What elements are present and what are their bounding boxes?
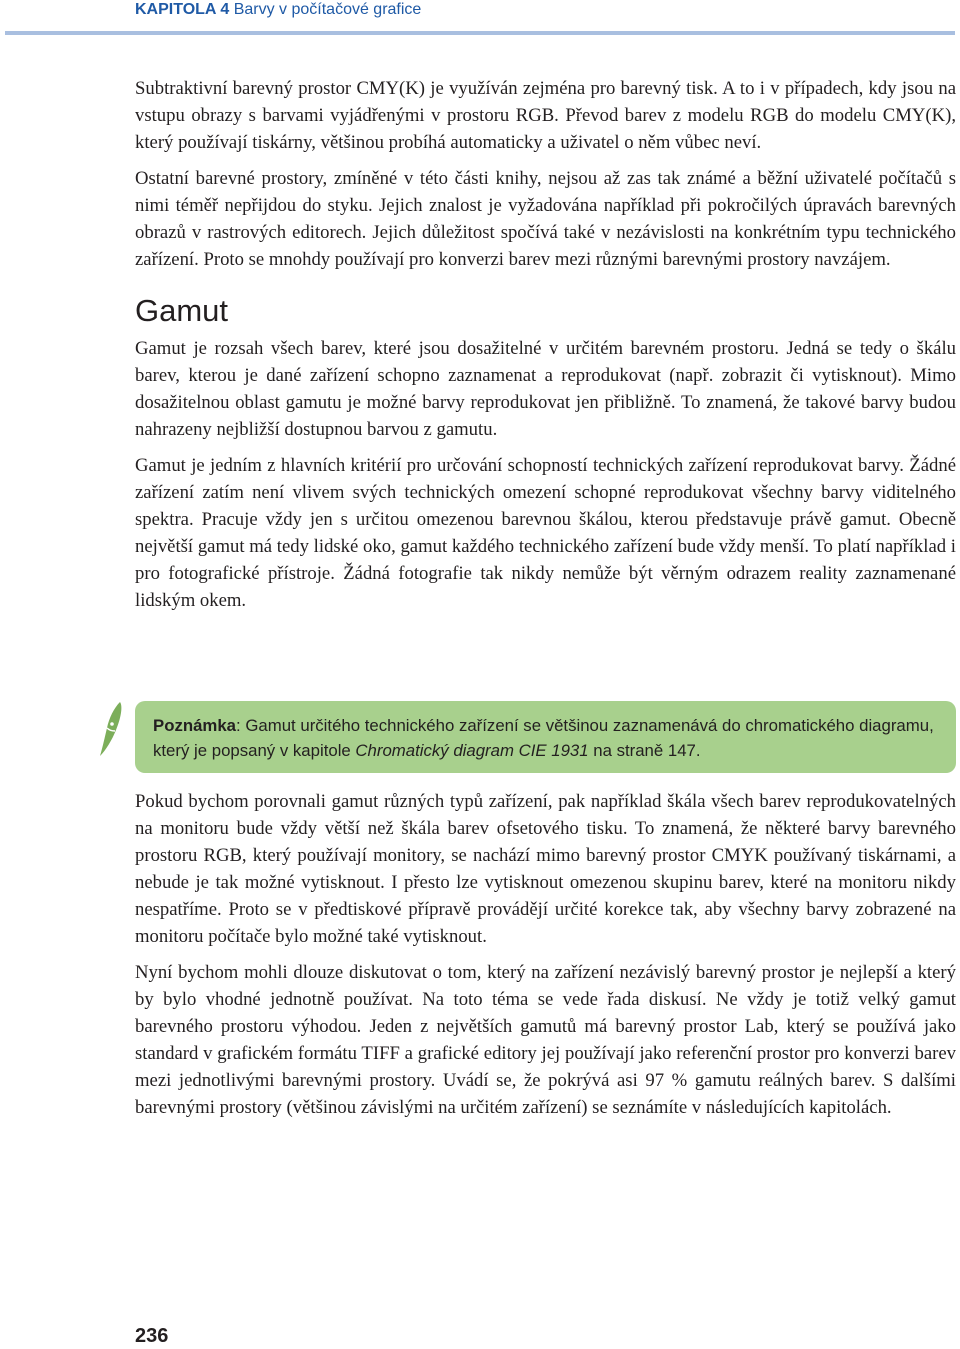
note-text-after: na straně 147.	[588, 741, 701, 760]
note-reference: Chromatický diagram CIE 1931	[355, 741, 589, 760]
paragraph-gamut-comparison: Pokud bychom porovnali gamut různých typů zařízení, pak například škála všech barev reprodukovatelných na monitoru bude vždy větší než škála barev ofsetového tisku. To znamená, že některé barvy barevného prostoru RGB, který používají monitory, se nachází mimo barevný prostor CMYK používaný tiskárnami, a nebude je tak možné vytisknout. I přesto lze vytisknout omezenou skupinu barev, které na monitoru nikdy nespatříme. Proto se v předtiskové přípravě provádějí určité korekce tak, aby všechny barvy zobrazené na monitoru počítače bylo možné také vytisknout.	[135, 791, 956, 947]
running-header	[0, 0, 960, 40]
chapter-label: KAPITOLA 4	[135, 1, 230, 18]
note-label: Poznámka	[153, 716, 237, 735]
note-box	[135, 701, 956, 773]
paragraph-other-spaces: Ostatní barevné prostory, zmíněné v této části knihy, nejsou až zas tak známé a běžní uživatelé počítačů s nimi téměř nepřijdou do styku. Jejich znalost je vyžadována například při pokročilých úpravách barevných obrazů v rastrových editorech. Jejich důležitost spočívá také v nezávislosti na konkrétním typu technického zařízení. Proto se mnohdy používají pro konverzi barev mezi různými barevnými prostory navzájem.	[135, 168, 956, 270]
paragraph-lab-space: Nyní bychom mohli dlouze diskutovat o tom, který na zařízení nezávislý barevný prostor je nejlepší a který by bylo vhodné jednotně používat. Na toto téma se vede řada diskusí. Ne vždy je totiž velký gamut barevného prostoru výhodou. Jeden z největších gamutů má barevný prostor Lab, který se používá jako standard v grafickém formátu TIFF a grafické editory jej používají jako referenční prostor pro konverzi barev mezi jednotlivými barevnými prostory. Uvádí se, že pokrývá asi 97 % gamutu reálných barev. S dalšími barevnými prostory (většinou závislými na určitém zařízení) se seznámíte v následujících kapitolách.	[135, 962, 956, 1118]
paragraph-gamut-definition: Gamut je rozsah všech barev, které jsou dosažitelné v určitém barevném prostoru. Jedná se tedy o škálu barev, kterou je dané zařízení schopno zaznamenat a reprodukovat (např. zobrazit či vytisknout). Mimo dosažitelnou oblast gamutu je možné barvy reprodukovat jen přibližně. To znamená, že takové barvy budou nahrazeny nejbližší dostupnou barvou z gamutu.	[135, 338, 956, 440]
page-number: 236	[135, 1325, 169, 1347]
chapter-title: Barvy v počítačové grafice	[233, 1, 422, 18]
page-body-continued	[135, 788, 956, 1121]
header-text	[135, 0, 421, 20]
paragraph-gamut-criteria: Gamut je jedním z hlavních kritérií pro určování schopností technických zařízení reprodukovat barvy. Žádné zařízení zatím není vlivem svých technických omezení schopné reprodukovat všechny barvy viditelného spektra. Pracuje vždy jen s určitou omezenou barevnou škálou, kterou představuje právě gamut. Obecně největší gamut má tedy lidské oko, gamut každého technického zařízení bude vždy menší. To platí například i pro fotografické přístroje. Žádná fotografie tak nikdy nemůže být věrným odrazem reality zaznamenané lidským okem.	[135, 455, 956, 611]
note-text-before: : Gamut určitého technického zařízení se většinou zaznamenává do chromatického diagramu, který je popsaný v kapitole	[153, 716, 934, 760]
paragraph-cmyk: Subtraktivní barevný prostor CMY(K) je využíván zejména pro barevný tisk. A to i v případech, kdy jsou na vstupu obrazy s barvami vyjádřenými v prostoru RGB. Převod barev z modelu RGB do modelu CMY(K), který používají tiskárny, většinou probíhá automaticky a uživatel o něm vůbec neví.	[135, 78, 956, 153]
page-body	[135, 75, 956, 614]
header-rule	[5, 31, 955, 35]
pen-nib-icon	[96, 700, 126, 760]
section-title-gamut: Gamut	[135, 293, 229, 328]
